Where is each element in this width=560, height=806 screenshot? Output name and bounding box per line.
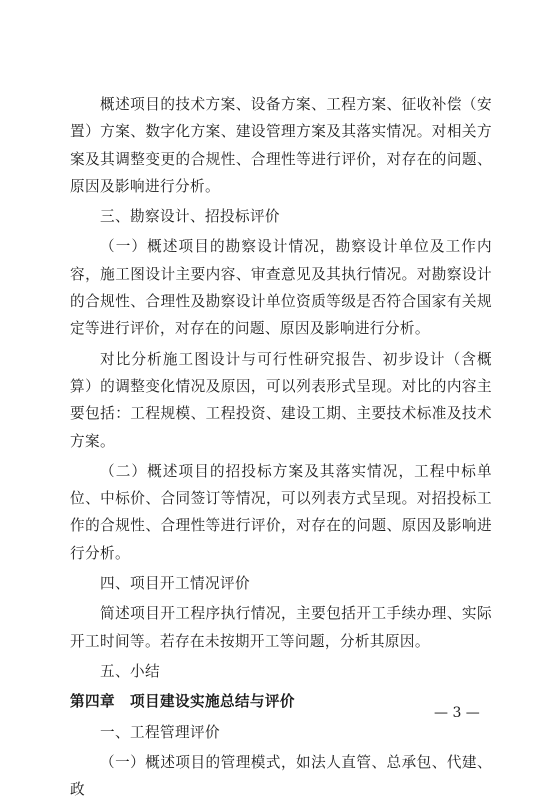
document-body [70,91,492,806]
chapter-heading: 第四章 项目建设实施总结与评价 [70,693,295,711]
section-heading-summary: 五、小结 [100,662,160,680]
section-heading-survey-bidding: 三、勘察设计、招投标评价 [100,208,280,226]
paragraph-technical-scheme: 概述项目的技术方案、设备方案、工程方案、征收补偿（安置）方案、数字化方案、建设管理方案及其落实情况。对相关方案及其调整变更的合规性、合理性等进行评价，对存在的问题、原因及影响进行分析。 [70,96,492,195]
paragraph-survey-design: （一）概述项目的勘察设计情况，勘察设计单位及工作内容，施工图设计主要内容、审查意见及其执行情况。对勘察设计的合规性、合理性及勘察设计单位资质等级是否符合国家有关规定等进行评价，对存在的问题、原因及影响进行分析。 [70,238,492,338]
paragraph-bidding: （二）概述项目的招投标方案及其落实情况，工程中标单位、中标价、合同签订等情况，可以列表方式呈现。对招投标工作的合规性、合理性等进行评价，对存在的问题、原因及影响进行分析。 [70,462,492,562]
section-heading-commencement: 四、项目开工情况评价 [100,575,250,593]
paragraph-design-comparison: 对比分析施工图设计与可行性研究报告、初步设计（含概算）的调整变化情况及原因，可以列表形式呈现。对比的内容主要包括：工程规模、工程投资、建设工期、主要技术标准及技术方案。 [70,350,492,450]
page-number: — 3 — [434,705,480,721]
paragraph-management-mode: （一）概述项目的管理模式，如法人直管、总承包、代建、政 [70,753,492,799]
section-heading-engineering-management: 一、工程管理评价 [100,723,220,741]
paragraph-commencement: 简述项目开工程序执行情况，主要包括开工手续办理、实际开工时间等。若存在未按期开工等问题，分析其原因。 [70,605,492,650]
